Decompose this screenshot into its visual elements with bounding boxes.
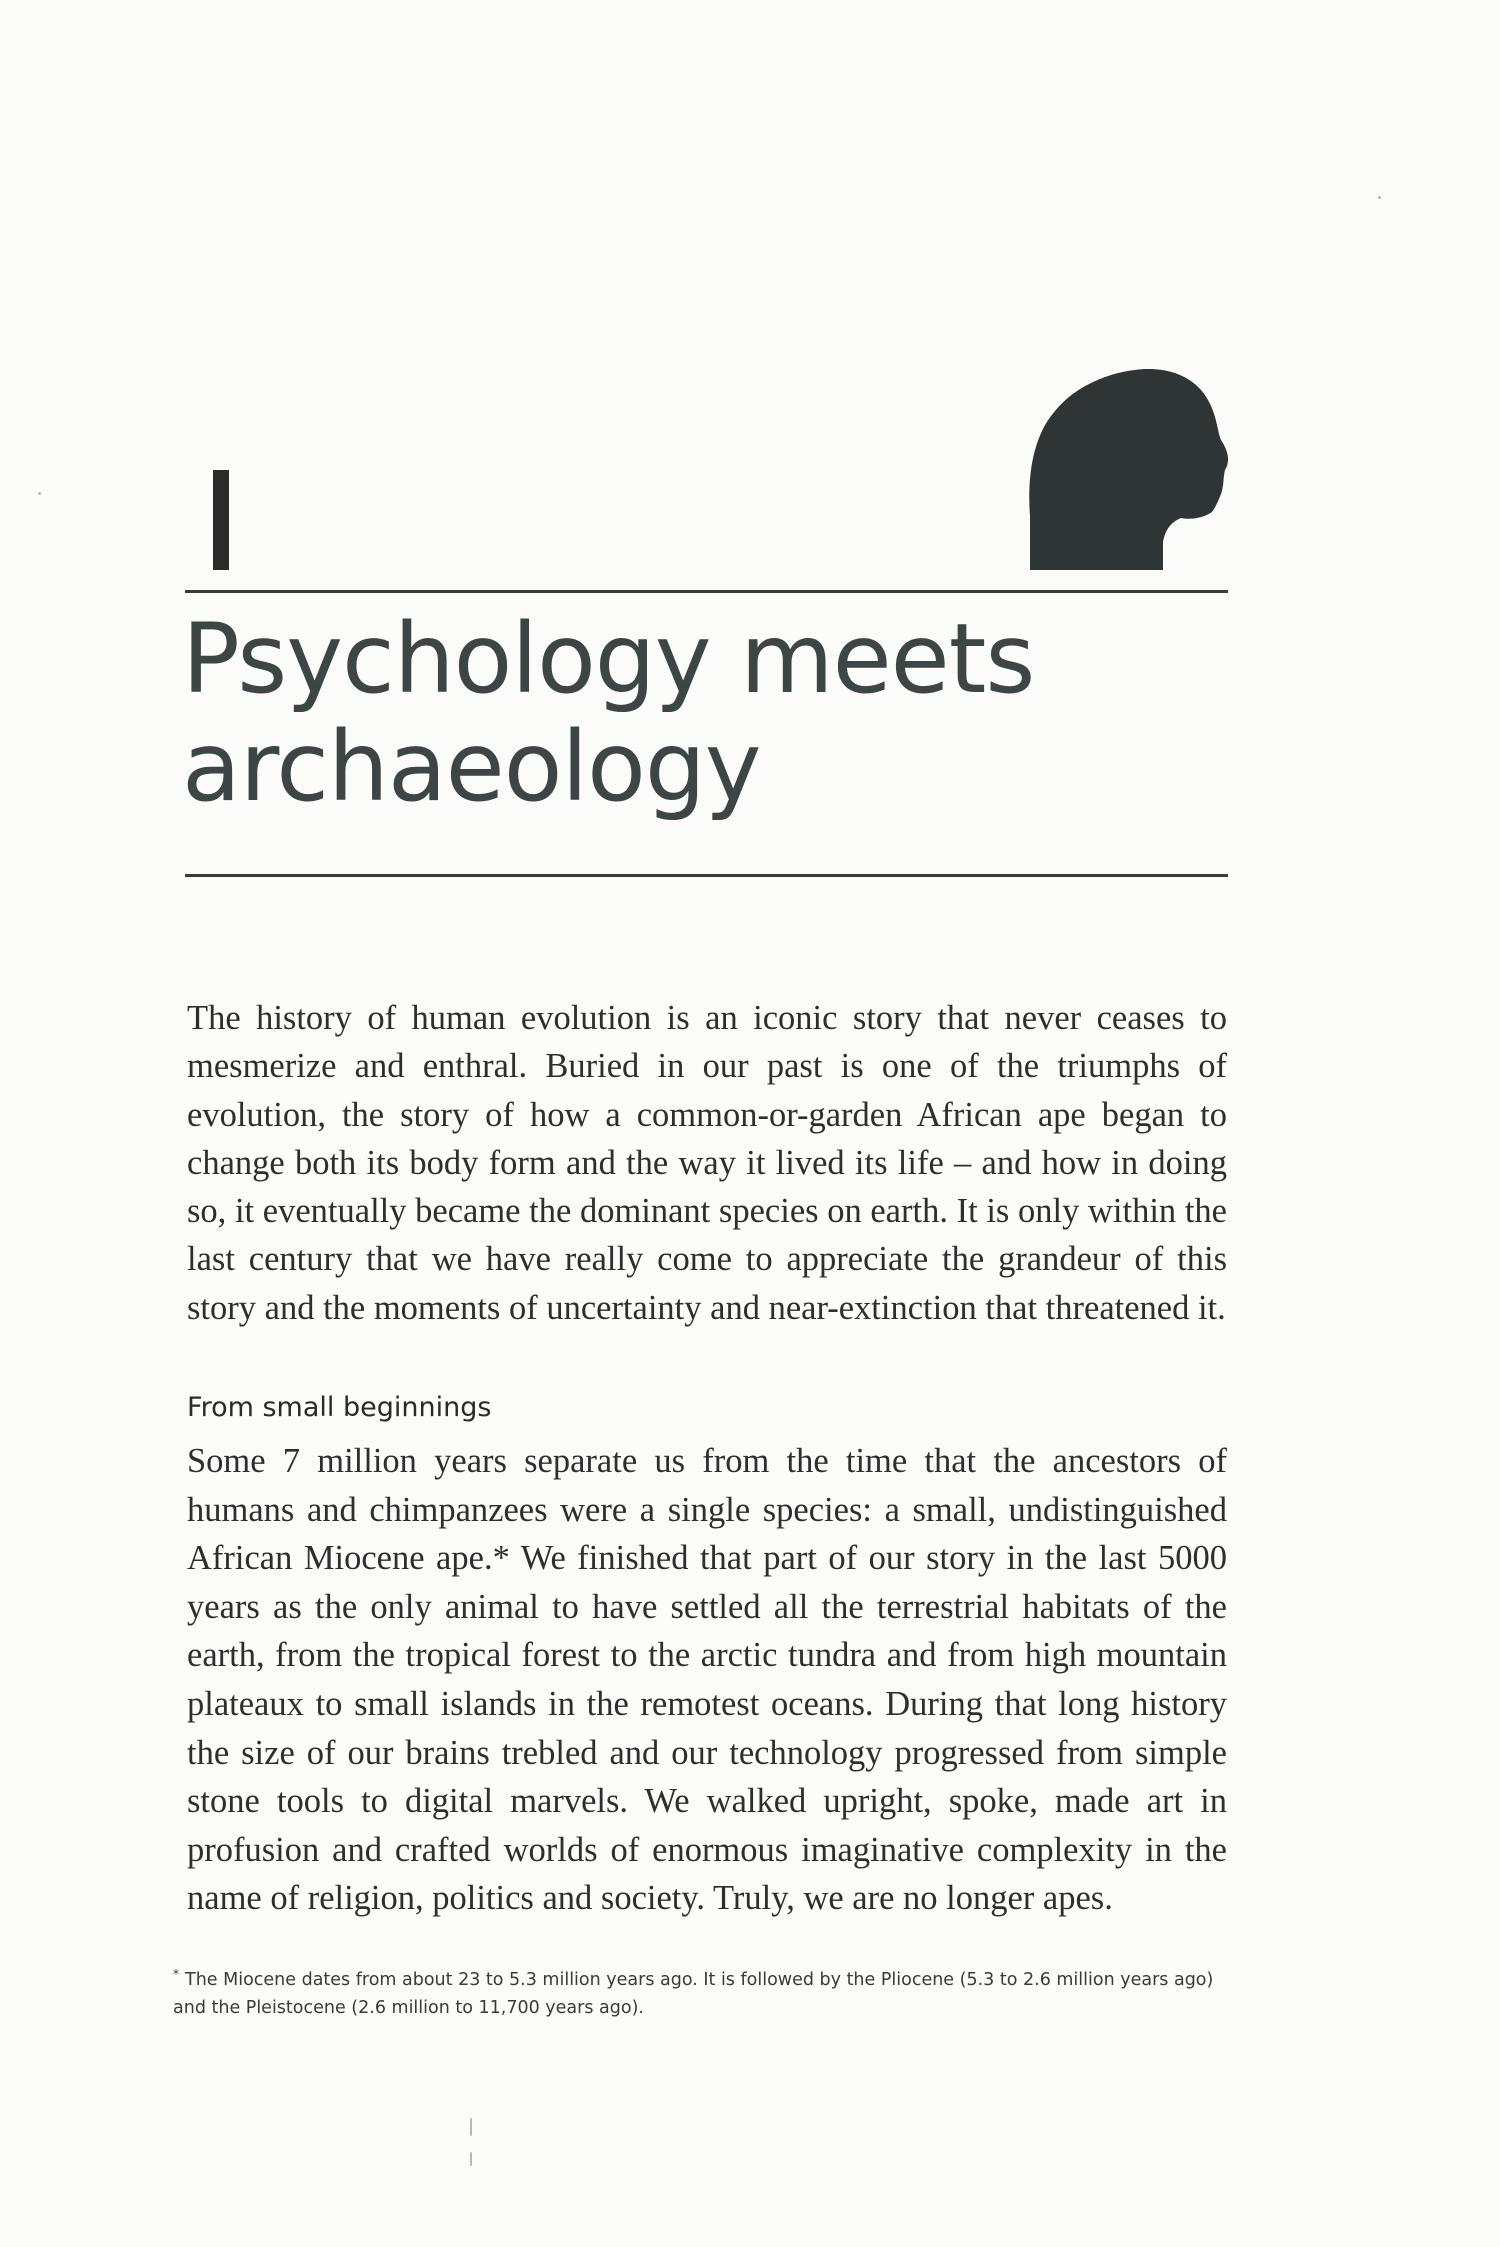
section-paragraph: Some 7 million years separate us from the time that the ancestors of humans and chimpanzees were a single species: a small, undistinguished African Miocene ape.* We finished that part of our story in the last 5000 years as the only animal to have settled all the terrestrial habitats of the earth, from the tropical forest to the arctic tundra and from high mountain plateaux to small islands in the remotest oceans. During that long history the size of our brains trebled and our technology progressed from simple stone tools to digital marvels. We walked upright, spoke, made art in profusion and crafted worlds of enormous imaginative complexity in the name of religion, politics and society. Truly, we are no longer apes. [187, 1442, 1227, 1918]
hominin-head-silhouette-icon [1025, 366, 1230, 570]
section-heading: From small beginnings [187, 1392, 492, 1423]
title-rule-bottom [185, 874, 1228, 877]
title-rule-top [185, 590, 1228, 593]
intro-paragraph: The history of human evolution is an iconic story that never ceases to mesmerize and enthral. Buried in our past is one of the triumphs of evolution, the story of how a common-or-garden African ape began to change both its body form and the way it lived its life – and how in doing so, it eventually became the dominant species on earth. It is only within the last century that we have really come to appreciate the grandeur of this story and the moments of uncertainty and near-extinction that threatened it. [187, 999, 1227, 1327]
chapter-number-bar [213, 470, 229, 570]
footnote-text: The Miocene dates from about 23 to 5.3 million years ago. It is followed by the Pliocene (5.3 to 2.6 million years ago) and the Pleistocene (2.6 million to 11,700 years ago). [173, 1969, 1214, 2018]
chapter-title: Psychology meets archaeology [182, 603, 1035, 823]
footnote [173, 1960, 1228, 2022]
footnote-marker: * [173, 1967, 179, 1981]
